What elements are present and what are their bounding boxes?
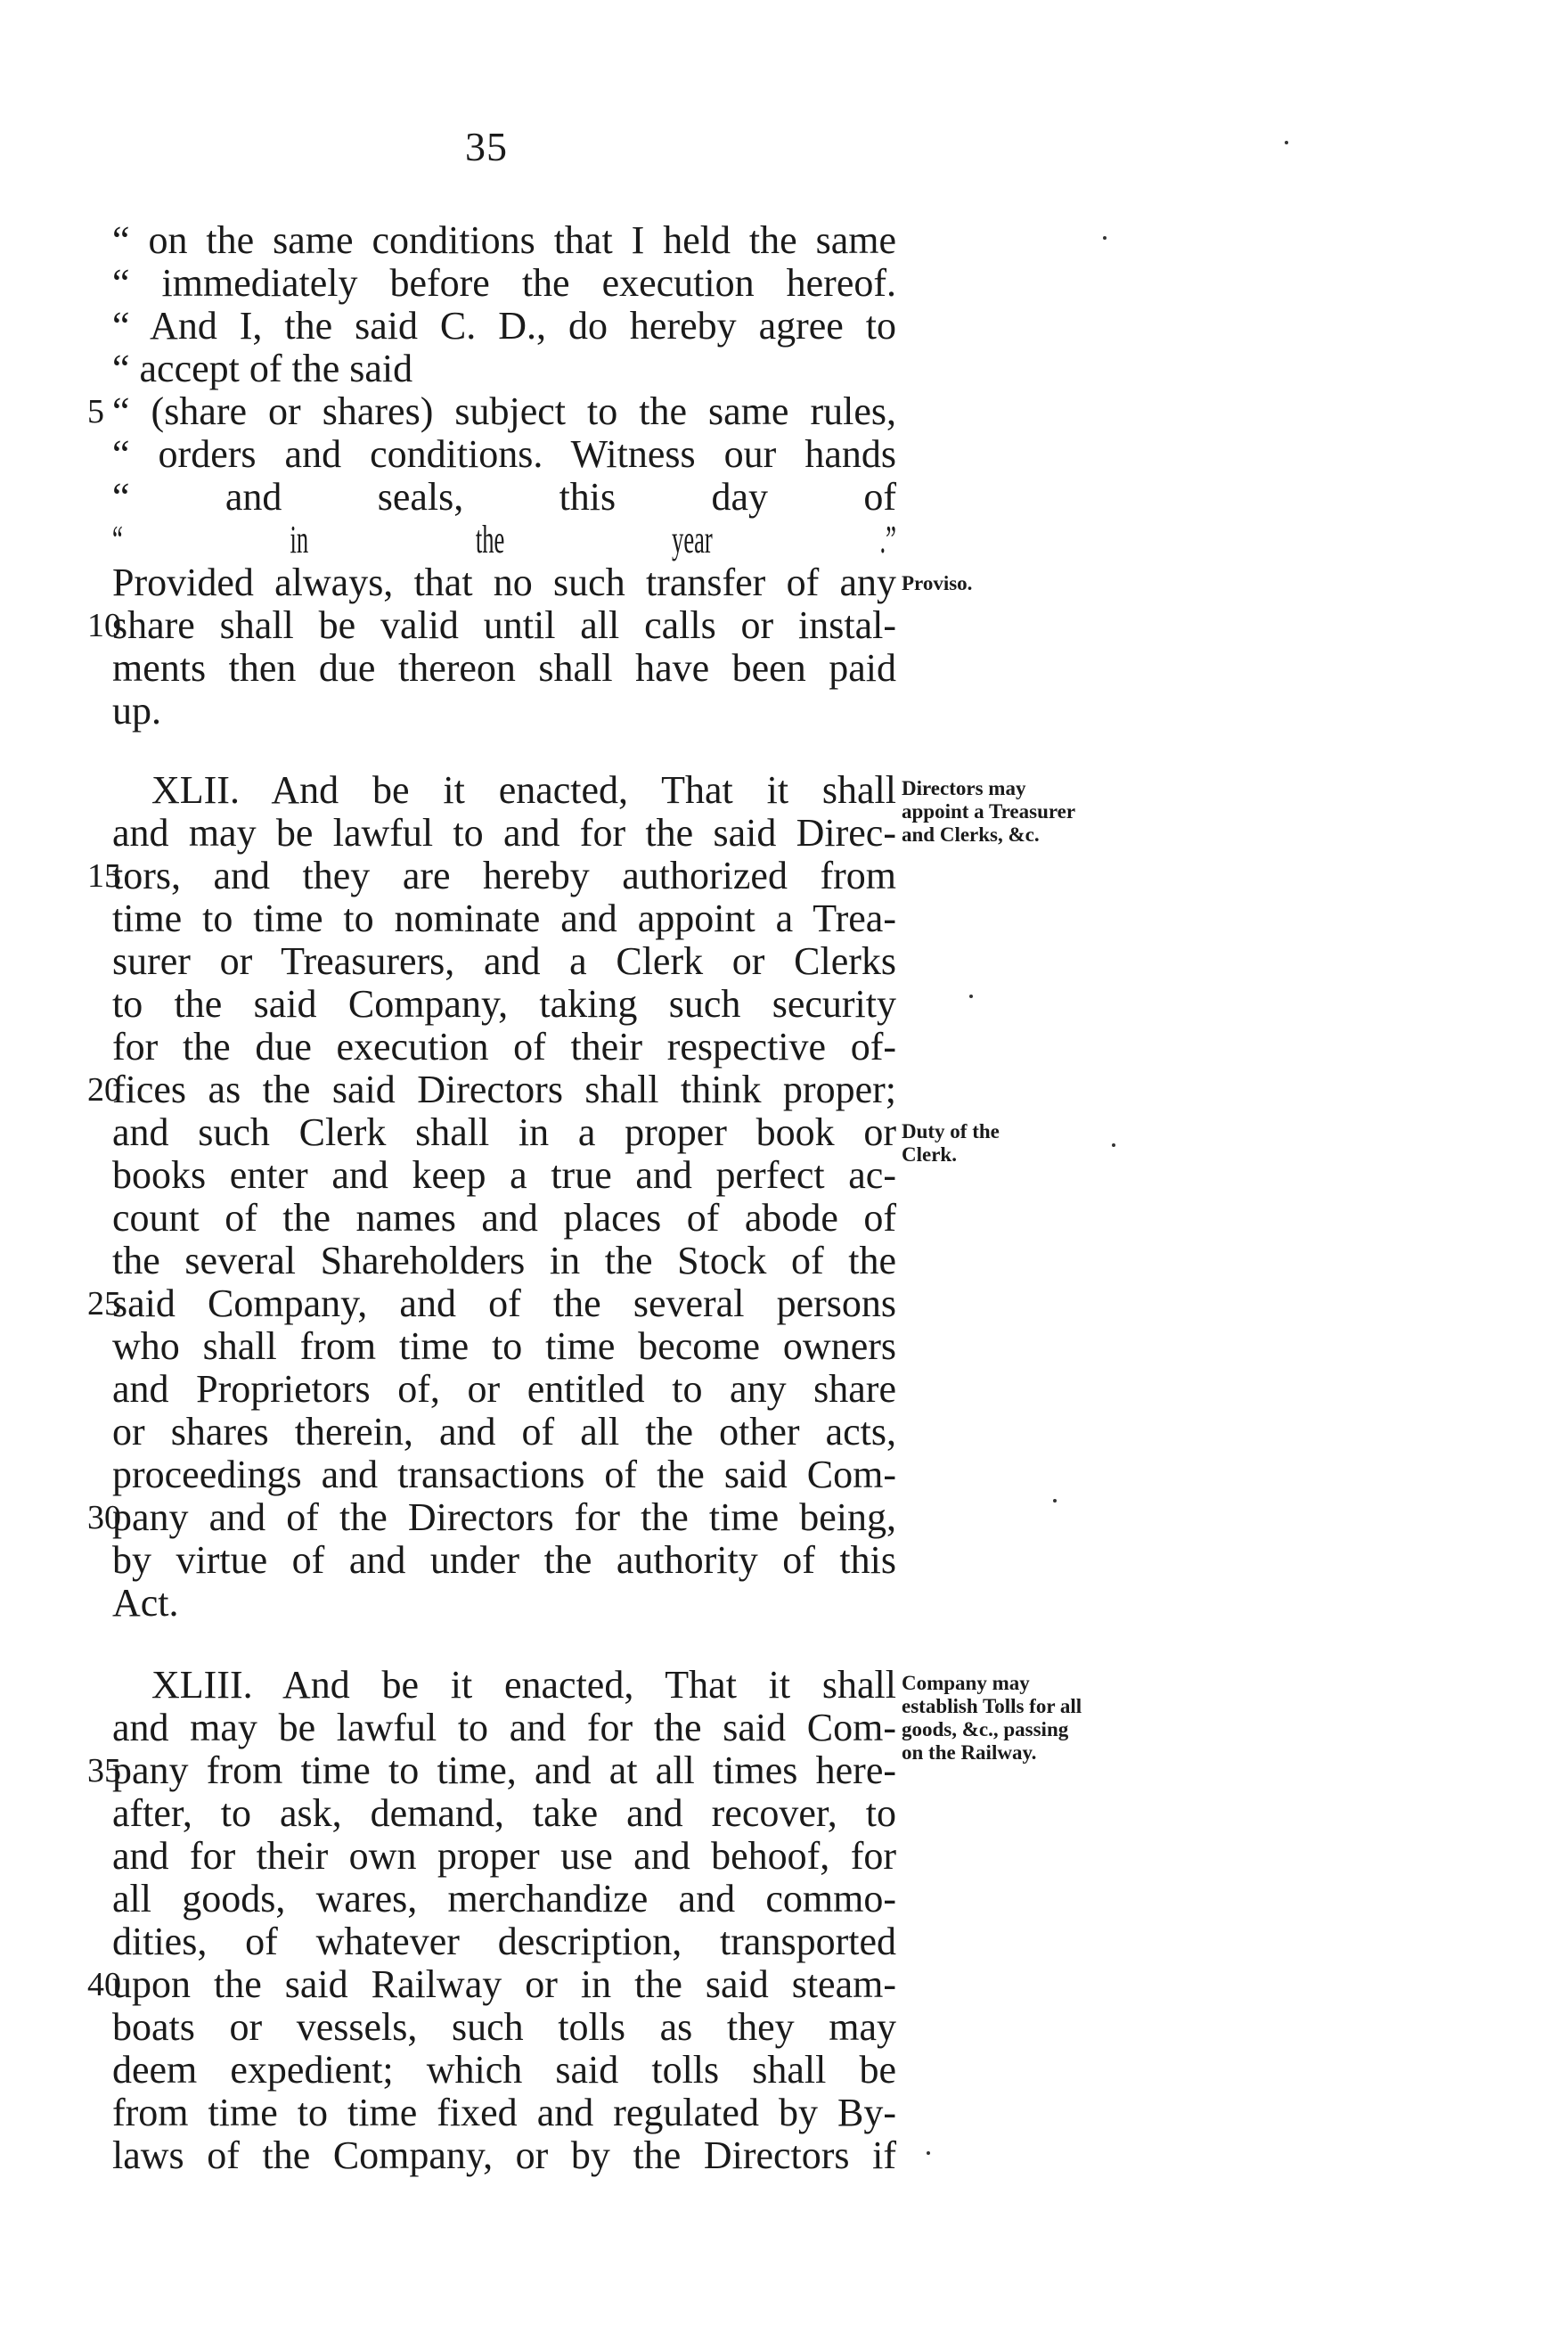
text-line: deem expedient; which said tolls shall be: [112, 2048, 896, 2092]
text-line: to the said Company, taking such security: [112, 982, 896, 1026]
print-speck: [969, 995, 973, 998]
line-number: 15: [87, 857, 121, 895]
line-number: 20: [87, 1071, 121, 1109]
text-line: by virtue of and under the authority of this: [112, 1538, 896, 1582]
section-heading-line: XLII. And be it enacted, That it shall: [151, 768, 896, 812]
text-line: fices as the said Directors shall think proper;: [112, 1068, 896, 1111]
text-line: laws of the Company, or by the Directors if: [112, 2133, 896, 2177]
text-line: or shares therein, and of all the other acts,: [112, 1410, 896, 1454]
line-number: 40: [87, 1966, 121, 2003]
text-line: tors, and they are hereby authorized from: [112, 854, 896, 897]
text-line: proceedings and transactions of the said Com-: [112, 1453, 896, 1496]
text-line: “ (share or shares) subject to the same rules,: [112, 389, 896, 433]
text-line: and may be lawful to and for the said Direc-: [112, 811, 896, 855]
text-line: and Proprietors of, or entitled to any share: [112, 1367, 896, 1411]
line-number: 5: [87, 393, 104, 430]
line-number: 30: [87, 1499, 121, 1536]
line-number: 10: [87, 607, 121, 644]
print-speck: [1112, 1143, 1115, 1147]
text-line: said Company, and of the several persons: [112, 1282, 896, 1325]
text-line: “ immediately before the execution hereof.: [112, 261, 896, 305]
line-number: 25: [87, 1285, 121, 1322]
text-line: the several Shareholders in the Stock of the: [112, 1239, 896, 1282]
margin-note-clerk-duty: Duty of the Clerk.: [902, 1120, 1000, 1166]
text-line: and such Clerk shall in a proper book or: [112, 1110, 896, 1154]
text-line: “ on the same conditions that I held the same: [112, 218, 896, 262]
text-line: share shall be valid until all calls or instal-: [112, 603, 896, 647]
text-line: “ and seals, this day of: [112, 475, 896, 519]
print-speck: [1285, 141, 1288, 144]
print-speck: [1053, 1499, 1057, 1503]
text-line: who shall from time to time become owners: [112, 1324, 896, 1368]
text-line: up.: [112, 689, 161, 733]
text-line: surer or Treasurers, and a Clerk or Clerks: [112, 939, 896, 983]
margin-note-tolls: Company may establish Tolls for all goods, &c., passing on the Railway.: [902, 1672, 1082, 1764]
text-line: Act.: [112, 1581, 179, 1625]
text-line: after, to ask, demand, take and recover, to: [112, 1791, 896, 1835]
margin-note-directors: Directors may appoint a Treasurer and Clerks, &c.: [902, 777, 1075, 846]
text-line: “ orders and conditions. Witness our hands: [112, 432, 896, 476]
section-heading-line: XLIII. And be it enacted, That it shall: [151, 1663, 896, 1707]
text-line: upon the said Railway or in the said steam-: [112, 1962, 896, 2006]
text-line: “ in the year .”: [112, 518, 896, 561]
text-line: ments then due thereon shall have been paid: [112, 646, 896, 690]
text-line: time to time to nominate and appoint a Trea-: [112, 897, 896, 940]
text-line: boats or vessels, such tolls as they may: [112, 2005, 896, 2049]
text-line: and for their own proper use and behoof, for: [112, 1834, 896, 1878]
text-line: pany from time to time, and at all times here-: [112, 1748, 896, 1792]
page-number: 35: [465, 124, 508, 169]
text-line: “ And I, the said C. D., do hereby agree to: [112, 304, 896, 348]
text-line: pany and of the Directors for the time being,: [112, 1495, 896, 1539]
text-line: count of the names and places of abode of: [112, 1196, 896, 1240]
text-line: dities, of whatever description, transported: [112, 1920, 896, 1963]
text-line: from time to time fixed and regulated by By-: [112, 2091, 896, 2134]
text-line: for the due execution of their respective of-: [112, 1025, 896, 1069]
text-line: all goods, wares, merchandize and commo-: [112, 1877, 896, 1920]
text-line: “ accept of the said: [112, 347, 413, 390]
print-speck: [1103, 236, 1107, 240]
print-speck: [927, 2151, 930, 2155]
text-line: and may be lawful to and for the said Com-: [112, 1706, 896, 1749]
text-line: books enter and keep a true and perfect ac-: [112, 1153, 896, 1197]
text-line: Provided always, that no such transfer of any: [112, 561, 896, 604]
margin-note-proviso: Proviso.: [902, 572, 973, 594]
line-number: 35: [87, 1752, 121, 1789]
